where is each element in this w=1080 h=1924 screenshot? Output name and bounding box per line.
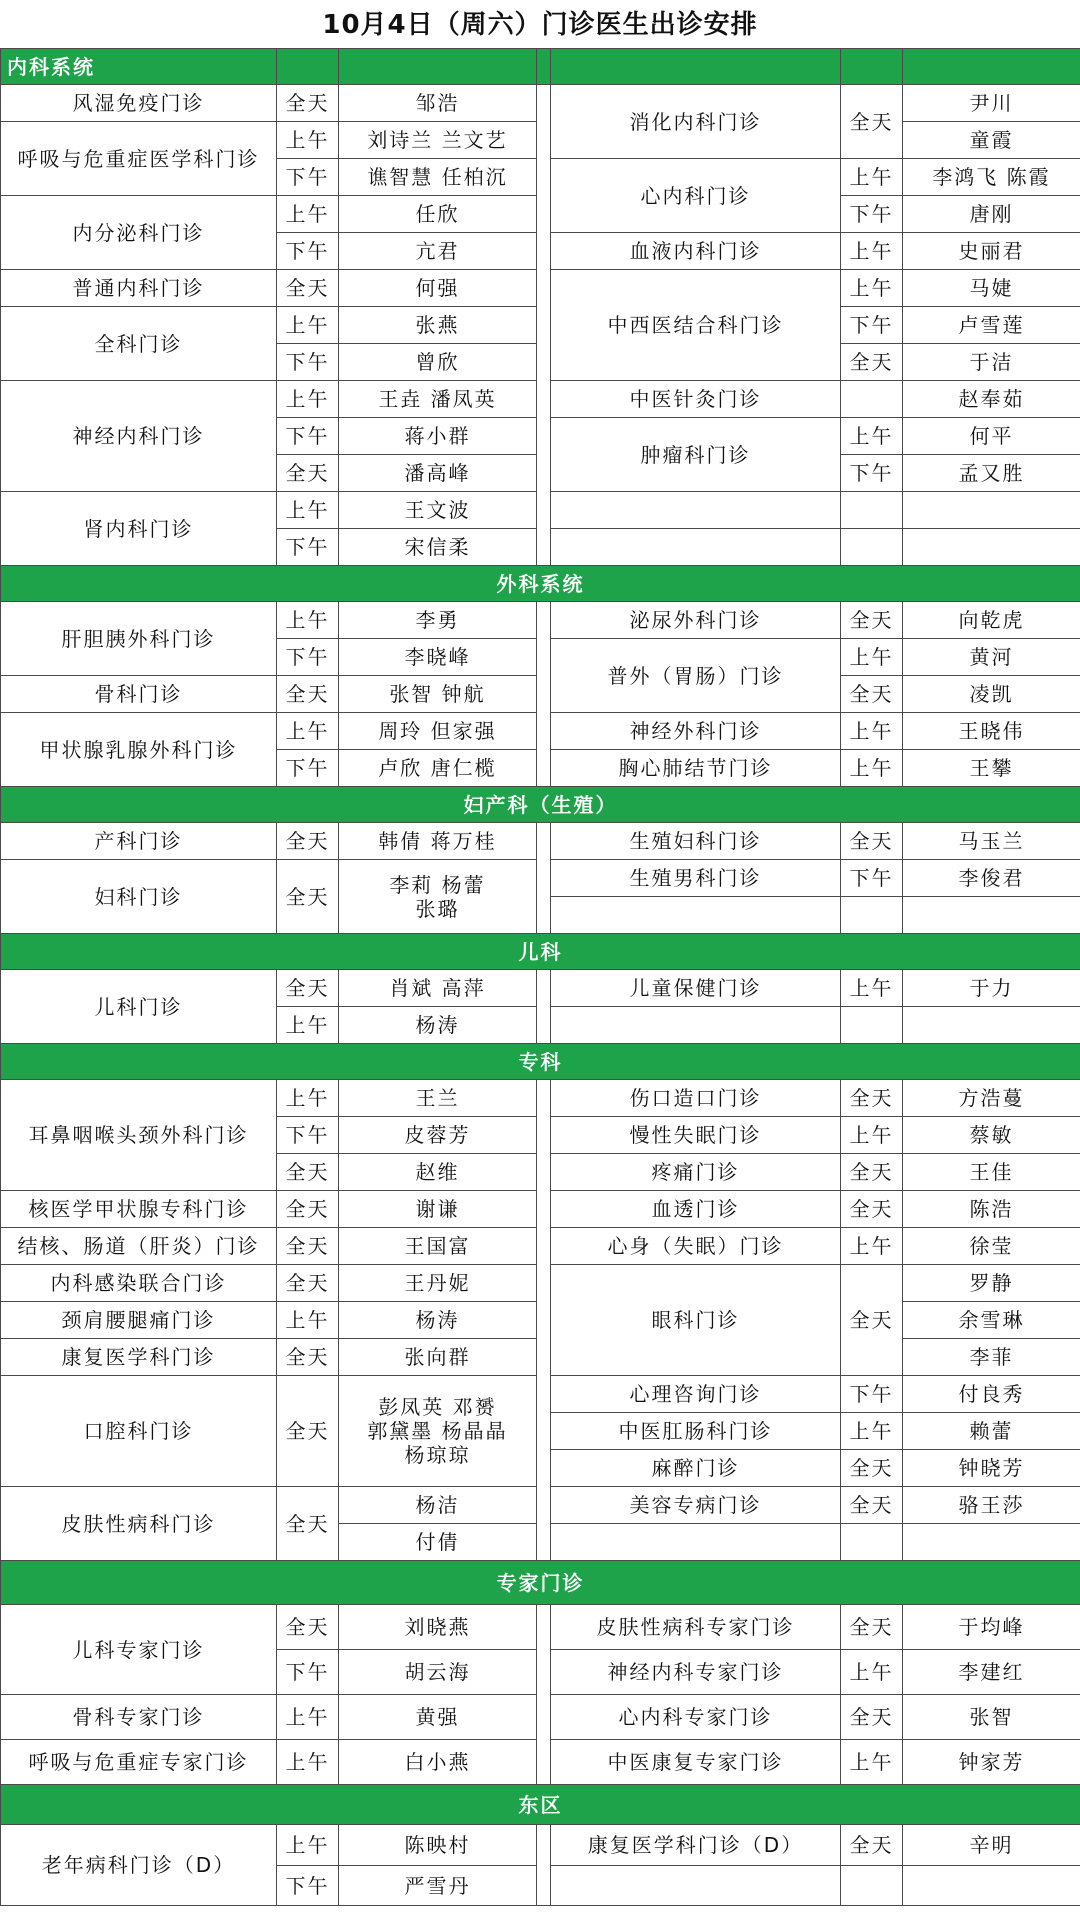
section-header-row bbox=[1, 1044, 1080, 1080]
dept-name: 内分泌科门诊 bbox=[1, 196, 277, 270]
doctor-names: 谢谦 bbox=[339, 1191, 537, 1228]
empty-cell bbox=[841, 1524, 903, 1561]
dept-name: 泌尿外科门诊 bbox=[551, 602, 841, 639]
time-slot: 上午 bbox=[841, 970, 903, 1007]
doctor-names: 唐刚 bbox=[903, 196, 1080, 233]
table-row bbox=[1, 1825, 1080, 1866]
doctor-names: 谯智慧 任柏沉 bbox=[339, 159, 537, 196]
section-title-fuchan: 妇产科（生殖） bbox=[1, 787, 1080, 823]
doctor-names: 赵维 bbox=[339, 1154, 537, 1191]
doctor-names: 王国富 bbox=[339, 1228, 537, 1265]
doctor-names: 于均峰 bbox=[903, 1605, 1080, 1650]
dept-name: 皮肤性病科专家门诊 bbox=[551, 1605, 841, 1650]
dept-name: 普通内科门诊 bbox=[1, 270, 277, 307]
time-slot: 上午 bbox=[277, 1740, 339, 1785]
column-divider bbox=[537, 1080, 551, 1561]
time-slot: 下午 bbox=[277, 1650, 339, 1695]
dept-name: 美容专病门诊 bbox=[551, 1487, 841, 1524]
section-header-row bbox=[1, 49, 1080, 85]
doctor-names: 李莉 杨蕾 张璐 bbox=[339, 860, 537, 934]
doctor-names: 李菲 bbox=[903, 1339, 1080, 1376]
time-slot: 下午 bbox=[841, 1376, 903, 1413]
doctor-names: 童霞 bbox=[903, 122, 1080, 159]
empty-cell bbox=[551, 492, 841, 529]
dept-name: 中医针灸门诊 bbox=[551, 381, 841, 418]
empty-cell bbox=[903, 897, 1080, 934]
time-slot: 全天 bbox=[277, 1376, 339, 1487]
column-divider bbox=[537, 85, 551, 566]
doctor-names: 马玉兰 bbox=[903, 823, 1080, 860]
doctor-names: 钟晓芳 bbox=[903, 1450, 1080, 1487]
time-slot: 全天 bbox=[277, 270, 339, 307]
time-slot: 上午 bbox=[841, 713, 903, 750]
time-slot: 全天 bbox=[841, 823, 903, 860]
doctor-names: 蒋小群 bbox=[339, 418, 537, 455]
section-title-zhuanke: 专科 bbox=[1, 1044, 1080, 1080]
dept-name: 心理咨询门诊 bbox=[551, 1376, 841, 1413]
doctor-names: 史丽君 bbox=[903, 233, 1080, 270]
doctor-names: 何强 bbox=[339, 270, 537, 307]
section-header-row bbox=[1, 1561, 1080, 1605]
time-slot: 全天 bbox=[841, 1695, 903, 1740]
doctor-names: 黄河 bbox=[903, 639, 1080, 676]
time-slot: 全天 bbox=[277, 1339, 339, 1376]
dept-name: 神经外科门诊 bbox=[551, 713, 841, 750]
empty-cell bbox=[841, 1007, 903, 1044]
time-slot: 上午 bbox=[841, 639, 903, 676]
doctor-names: 韩倩 蒋万桂 bbox=[339, 823, 537, 860]
schedule-table bbox=[0, 48, 1080, 1906]
dept-name: 耳鼻咽喉头颈外科门诊 bbox=[1, 1080, 277, 1191]
dept-name: 神经内科门诊 bbox=[1, 381, 277, 492]
time-slot: 上午 bbox=[277, 1007, 339, 1044]
table-row bbox=[1, 823, 1080, 860]
time-slot: 全天 bbox=[277, 860, 339, 934]
dept-name: 中医康复专家门诊 bbox=[551, 1740, 841, 1785]
doctor-names: 赵奉茹 bbox=[903, 381, 1080, 418]
doctor-names: 胡云海 bbox=[339, 1650, 537, 1695]
empty-cell bbox=[903, 1007, 1080, 1044]
section-title-waike: 外科系统 bbox=[1, 566, 1080, 602]
time-slot: 下午 bbox=[277, 1866, 339, 1906]
dept-name: 伤口造口门诊 bbox=[551, 1080, 841, 1117]
section-header-row bbox=[1, 787, 1080, 823]
doctor-names: 杨涛 bbox=[339, 1302, 537, 1339]
time-slot: 全天 bbox=[277, 1228, 339, 1265]
dept-name: 骨科门诊 bbox=[1, 676, 277, 713]
dept-name: 骨科专家门诊 bbox=[1, 1695, 277, 1740]
time-slot: 全天 bbox=[277, 823, 339, 860]
time-slot: 下午 bbox=[277, 344, 339, 381]
time-slot bbox=[841, 381, 903, 418]
empty-cell bbox=[551, 529, 841, 566]
doctor-names: 徐莹 bbox=[903, 1228, 1080, 1265]
dept-name: 康复医学科门诊 bbox=[1, 1339, 277, 1376]
doctor-names: 刘晓燕 bbox=[339, 1605, 537, 1650]
time-slot: 全天 bbox=[841, 1605, 903, 1650]
time-slot: 全天 bbox=[277, 1605, 339, 1650]
empty-cell bbox=[551, 1524, 841, 1561]
dept-name: 中医肛肠科门诊 bbox=[551, 1413, 841, 1450]
dept-name: 血透门诊 bbox=[551, 1191, 841, 1228]
dept-name: 生殖妇科门诊 bbox=[551, 823, 841, 860]
doctor-names: 于力 bbox=[903, 970, 1080, 1007]
doctor-names: 王攀 bbox=[903, 750, 1080, 787]
time-slot: 全天 bbox=[841, 1154, 903, 1191]
table-row bbox=[1, 602, 1080, 639]
dept-name: 肿瘤科门诊 bbox=[551, 418, 841, 492]
dept-name: 普外（胃肠）门诊 bbox=[551, 639, 841, 713]
dept-name: 甲状腺乳腺外科门诊 bbox=[1, 713, 277, 787]
dept-name: 核医学甲状腺专科门诊 bbox=[1, 1191, 277, 1228]
time-slot: 下午 bbox=[277, 159, 339, 196]
section-title-erke: 儿科 bbox=[1, 934, 1080, 970]
dept-name: 心身（失眠）门诊 bbox=[551, 1228, 841, 1265]
time-slot: 全天 bbox=[277, 455, 339, 492]
dept-name: 麻醉门诊 bbox=[551, 1450, 841, 1487]
dept-name: 结核、肠道（肝炎）门诊 bbox=[1, 1228, 277, 1265]
time-slot: 全天 bbox=[841, 1450, 903, 1487]
empty-cell bbox=[551, 1866, 841, 1906]
doctor-names: 刘诗兰 兰文艺 bbox=[339, 122, 537, 159]
section-header-row bbox=[1, 1785, 1080, 1825]
doctor-names: 陈映村 bbox=[339, 1825, 537, 1866]
time-slot: 上午 bbox=[841, 233, 903, 270]
dept-name: 儿科专家门诊 bbox=[1, 1605, 277, 1695]
time-slot: 全天 bbox=[277, 85, 339, 122]
time-slot: 上午 bbox=[841, 1413, 903, 1450]
table-row bbox=[1, 970, 1080, 1007]
table-row bbox=[1, 1080, 1080, 1117]
doctor-names: 王垚 潘凤英 bbox=[339, 381, 537, 418]
doctor-names: 杨涛 bbox=[339, 1007, 537, 1044]
doctor-names: 彭凤英 邓赟 郭黛墨 杨晶晶 杨琼琼 bbox=[339, 1376, 537, 1487]
dept-name: 神经内科专家门诊 bbox=[551, 1650, 841, 1695]
doctor-names: 李俊君 bbox=[903, 860, 1080, 897]
dept-name: 生殖男科门诊 bbox=[551, 860, 841, 897]
empty-cell bbox=[903, 1866, 1080, 1906]
dept-name: 产科门诊 bbox=[1, 823, 277, 860]
empty-cell bbox=[841, 897, 903, 934]
time-slot: 上午 bbox=[277, 1080, 339, 1117]
dept-name: 口腔科门诊 bbox=[1, 1376, 277, 1487]
doctor-names: 辛明 bbox=[903, 1825, 1080, 1866]
time-slot: 上午 bbox=[277, 381, 339, 418]
column-divider bbox=[537, 970, 551, 1044]
dept-name: 妇科门诊 bbox=[1, 860, 277, 934]
dept-name: 心内科门诊 bbox=[551, 159, 841, 233]
dept-name: 皮肤性病科门诊 bbox=[1, 1487, 277, 1561]
time-slot: 全天 bbox=[277, 1265, 339, 1302]
time-slot: 上午 bbox=[841, 418, 903, 455]
time-slot: 上午 bbox=[841, 1740, 903, 1785]
dept-name: 肾内科门诊 bbox=[1, 492, 277, 566]
doctor-names: 李勇 bbox=[339, 602, 537, 639]
doctor-names: 卢雪莲 bbox=[903, 307, 1080, 344]
dept-name: 风湿免疫门诊 bbox=[1, 85, 277, 122]
doctor-names: 蔡敏 bbox=[903, 1117, 1080, 1154]
time-slot: 上午 bbox=[277, 307, 339, 344]
time-slot: 全天 bbox=[841, 1487, 903, 1524]
column-divider bbox=[537, 1605, 551, 1785]
doctor-names: 尹川 bbox=[903, 85, 1080, 122]
time-slot: 上午 bbox=[841, 1228, 903, 1265]
dept-name: 肝胆胰外科门诊 bbox=[1, 602, 277, 676]
doctor-names: 亢君 bbox=[339, 233, 537, 270]
column-divider bbox=[537, 823, 551, 934]
empty-cell bbox=[903, 1524, 1080, 1561]
doctor-names: 马婕 bbox=[903, 270, 1080, 307]
doctor-names: 杨洁 bbox=[339, 1487, 537, 1524]
time-slot: 全天 bbox=[841, 85, 903, 159]
time-slot: 下午 bbox=[277, 418, 339, 455]
doctor-names: 何平 bbox=[903, 418, 1080, 455]
doctor-names: 张燕 bbox=[339, 307, 537, 344]
time-slot: 全天 bbox=[277, 1154, 339, 1191]
doctor-names: 卢欣 唐仁榄 bbox=[339, 750, 537, 787]
time-slot: 全天 bbox=[277, 1191, 339, 1228]
dept-name: 消化内科门诊 bbox=[551, 85, 841, 159]
doctor-names: 王兰 bbox=[339, 1080, 537, 1117]
doctor-names: 宋信柔 bbox=[339, 529, 537, 566]
time-slot: 上午 bbox=[841, 270, 903, 307]
dept-name: 老年病科门诊（D） bbox=[1, 1825, 277, 1906]
dept-name: 疼痛门诊 bbox=[551, 1154, 841, 1191]
doctor-names: 余雪琳 bbox=[903, 1302, 1080, 1339]
doctor-names: 方浩蔓 bbox=[903, 1080, 1080, 1117]
empty-cell bbox=[551, 897, 841, 934]
doctor-names: 王文波 bbox=[339, 492, 537, 529]
doctor-names: 付倩 bbox=[339, 1524, 537, 1561]
doctor-names: 凌凯 bbox=[903, 676, 1080, 713]
time-slot: 下午 bbox=[277, 750, 339, 787]
doctor-names: 罗静 bbox=[903, 1265, 1080, 1302]
doctor-names: 王丹妮 bbox=[339, 1265, 537, 1302]
doctor-names: 陈浩 bbox=[903, 1191, 1080, 1228]
doctor-names: 任欣 bbox=[339, 196, 537, 233]
time-slot: 上午 bbox=[277, 492, 339, 529]
time-slot: 下午 bbox=[277, 233, 339, 270]
column-divider bbox=[537, 602, 551, 787]
empty-cell bbox=[903, 492, 1080, 529]
time-slot: 上午 bbox=[841, 1650, 903, 1695]
dept-name: 心内科专家门诊 bbox=[551, 1695, 841, 1740]
time-slot: 全天 bbox=[841, 1191, 903, 1228]
dept-name: 眼科门诊 bbox=[551, 1265, 841, 1376]
doctor-names: 骆王莎 bbox=[903, 1487, 1080, 1524]
dept-name: 康复医学科门诊（D） bbox=[551, 1825, 841, 1866]
time-slot: 上午 bbox=[277, 713, 339, 750]
time-slot: 全天 bbox=[277, 676, 339, 713]
time-slot: 全天 bbox=[277, 1487, 339, 1561]
doctor-names: 于洁 bbox=[903, 344, 1080, 381]
time-slot: 上午 bbox=[277, 1825, 339, 1866]
section-title-dongqu: 东区 bbox=[1, 1785, 1080, 1825]
dept-name: 全科门诊 bbox=[1, 307, 277, 381]
dept-name: 内科感染联合门诊 bbox=[1, 1265, 277, 1302]
time-slot: 上午 bbox=[841, 1117, 903, 1154]
doctor-names: 白小燕 bbox=[339, 1740, 537, 1785]
doctor-names: 张向群 bbox=[339, 1339, 537, 1376]
doctor-names: 张智 bbox=[903, 1695, 1080, 1740]
time-slot: 上午 bbox=[277, 602, 339, 639]
empty-cell bbox=[841, 529, 903, 566]
section-title-neike: 内科系统 bbox=[1, 49, 277, 85]
time-slot: 上午 bbox=[277, 1302, 339, 1339]
doctor-names: 曾欣 bbox=[339, 344, 537, 381]
table-row bbox=[1, 85, 1080, 122]
doctor-names: 钟家芳 bbox=[903, 1740, 1080, 1785]
doctor-names: 张智 钟航 bbox=[339, 676, 537, 713]
empty-cell bbox=[903, 529, 1080, 566]
time-slot: 上午 bbox=[277, 196, 339, 233]
doctor-names: 向乾虎 bbox=[903, 602, 1080, 639]
time-slot: 全天 bbox=[841, 1825, 903, 1866]
doctor-names: 赖蕾 bbox=[903, 1413, 1080, 1450]
doctor-names: 李建红 bbox=[903, 1650, 1080, 1695]
column-divider bbox=[537, 1825, 551, 1906]
time-slot: 下午 bbox=[277, 529, 339, 566]
empty-cell bbox=[551, 1007, 841, 1044]
time-slot: 全天 bbox=[841, 344, 903, 381]
table-row bbox=[1, 1605, 1080, 1650]
empty-cell bbox=[841, 1866, 903, 1906]
doctor-names: 孟又胜 bbox=[903, 455, 1080, 492]
doctor-names: 严雪丹 bbox=[339, 1866, 537, 1906]
doctor-names: 王晓伟 bbox=[903, 713, 1080, 750]
dept-name: 呼吸与危重症医学科门诊 bbox=[1, 122, 277, 196]
time-slot: 全天 bbox=[841, 676, 903, 713]
time-slot: 下午 bbox=[841, 455, 903, 492]
time-slot: 下午 bbox=[841, 860, 903, 897]
time-slot: 下午 bbox=[841, 196, 903, 233]
time-slot: 全天 bbox=[277, 970, 339, 1007]
dept-name: 慢性失眠门诊 bbox=[551, 1117, 841, 1154]
dept-name: 呼吸与危重症专家门诊 bbox=[1, 1740, 277, 1785]
time-slot: 全天 bbox=[841, 1265, 903, 1376]
empty-cell bbox=[841, 492, 903, 529]
doctor-names: 李鸿飞 陈霞 bbox=[903, 159, 1080, 196]
time-slot: 上午 bbox=[277, 1695, 339, 1740]
time-slot: 上午 bbox=[841, 750, 903, 787]
page-title: 10月4日（周六）门诊医生出诊安排 bbox=[322, 10, 758, 40]
time-slot: 上午 bbox=[277, 122, 339, 159]
dept-name: 血液内科门诊 bbox=[551, 233, 841, 270]
doctor-names: 皮蓉芳 bbox=[339, 1117, 537, 1154]
doctor-names: 付良秀 bbox=[903, 1376, 1080, 1413]
section-header-row bbox=[1, 566, 1080, 602]
dept-name: 中西医结合科门诊 bbox=[551, 270, 841, 381]
dept-name: 儿童保健门诊 bbox=[551, 970, 841, 1007]
doctor-names: 周玲 但家强 bbox=[339, 713, 537, 750]
doctor-names: 肖斌 高萍 bbox=[339, 970, 537, 1007]
doctor-names: 王佳 bbox=[903, 1154, 1080, 1191]
time-slot: 全天 bbox=[841, 1080, 903, 1117]
doctor-names: 邹浩 bbox=[339, 85, 537, 122]
doctor-names: 李晓峰 bbox=[339, 639, 537, 676]
time-slot: 上午 bbox=[841, 159, 903, 196]
time-slot: 全天 bbox=[841, 602, 903, 639]
section-title-zhuanjia: 专家门诊 bbox=[1, 1561, 1080, 1605]
time-slot: 下午 bbox=[841, 307, 903, 344]
dept-name: 颈肩腰腿痛门诊 bbox=[1, 1302, 277, 1339]
doctor-names: 潘高峰 bbox=[339, 455, 537, 492]
section-header-row bbox=[1, 934, 1080, 970]
dept-name: 儿科门诊 bbox=[1, 970, 277, 1044]
dept-name: 胸心肺结节门诊 bbox=[551, 750, 841, 787]
doctor-names: 黄强 bbox=[339, 1695, 537, 1740]
time-slot: 下午 bbox=[277, 639, 339, 676]
time-slot: 下午 bbox=[277, 1117, 339, 1154]
